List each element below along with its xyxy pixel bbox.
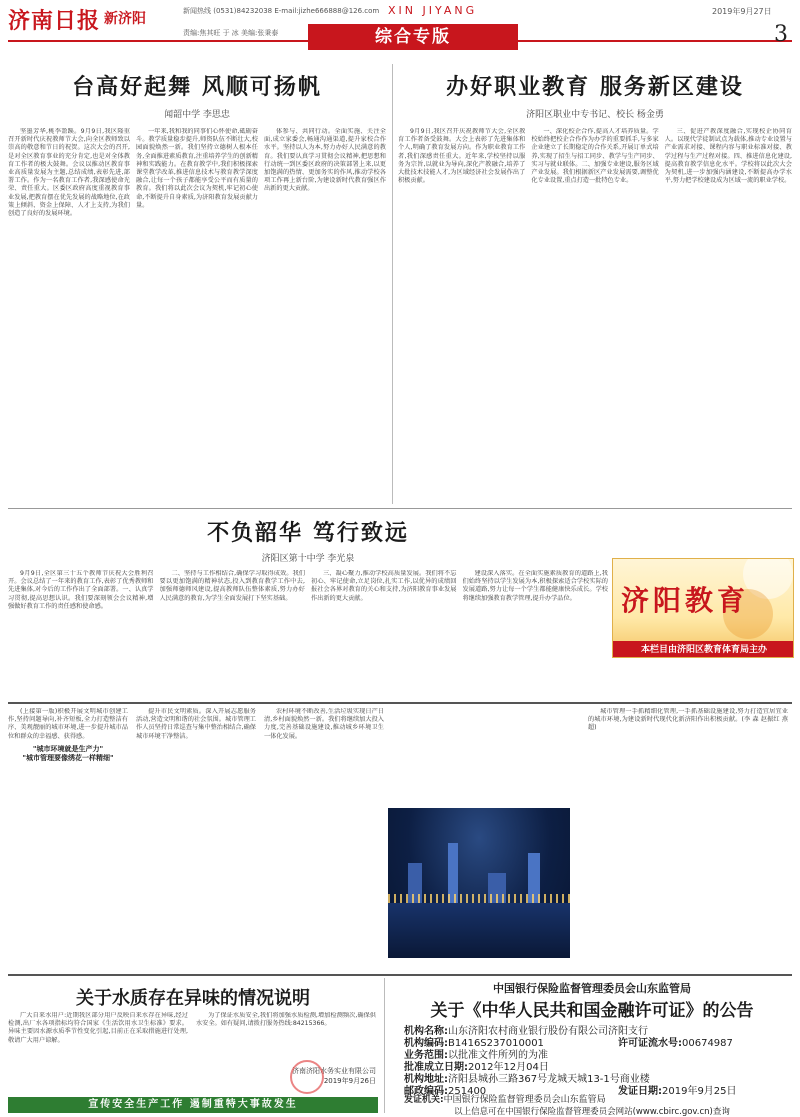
article-3-col-3: 三、凝心聚力,推动学校高质量发展。我们将不忘初心、牢记使命,立足岗位,扎实工作,以优异的成绩回报社会各界对教育的关心和支持,为济阳教育事业发展作出新的更大贡献。 <box>311 570 457 602</box>
license-notice-title: 关于《中华人民共和国金融许可证》的公告 <box>430 1001 754 1021</box>
water-notice-title: 关于水质存在异味的情况说明 <box>76 988 310 1009</box>
education-column-banner <box>612 558 794 658</box>
water-notice-col-1: 广大自来水用户:近期我区部分用户反映自来水存在异味,经过检测,出厂水各项指标均符合国家《生活饮用水卫生标准》要求。异味主要因水源水质季节性变化引起,目前正在采取措施进行处理,敬请广大用户谅解。 <box>8 1012 188 1044</box>
article-2-byline: 济阳区职业中专书记、校长 杨金勇 <box>526 110 664 120</box>
regulator-name: 中国银行保险监督管理委员会山东监管局 <box>493 982 691 995</box>
page-number: 3 <box>774 22 788 47</box>
water-notice-signature <box>196 1066 376 1086</box>
article-1-byline: 闻韶中学 李思忠 <box>164 110 230 120</box>
notice-row: 邮政编码:251400 <box>404 1086 487 1097</box>
publication-date: 2019年9月27日 <box>712 7 772 16</box>
article-3-col-4: 建设深入落实。在全面实施素质教育的道路上,我们始终坚持以学生发展为本,积极探索适合学校实际的发展道路,努力让每一个学生都能健康快乐成长。学校将继续加强教育教学管理,提升办学品位。 <box>462 570 608 602</box>
notice-row: 发证日期:2019年9月25日 <box>618 1086 737 1097</box>
photo-river <box>388 903 570 958</box>
water-notice-org: 济南济阳水务实业有限公司 <box>292 1067 376 1075</box>
water-notice-date: 2019年9月26日 <box>323 1077 376 1085</box>
newspaper-logo: 济南日报 <box>8 8 101 34</box>
article-3-title: 不负韶华 笃行致远 <box>207 520 409 546</box>
water-notice-col-2: 为了保证水质安全,我们将加强水质检测,增加检测频次,确保供水安全。如有疑问,请拨打服务热线:84215366。 <box>196 1012 376 1028</box>
article-3-col-2: 二、坚持与工作相结合,确保学习取得成效。我们要以更加饱满的精神状态,投入到教育教学工作中去,加强师德师风建设,提高教师队伍整体素质,努力办好人民满意的教育,为学生全面发展打下坚实基础。 <box>159 570 305 602</box>
edition-pinyin: XIN JIYANG <box>388 4 478 17</box>
section-rule <box>8 508 792 509</box>
column-divider <box>392 64 393 504</box>
safety-slogan: 宣传安全生产工作 遏制重特大事故发生 <box>8 1097 378 1113</box>
banner-sponsor: 本栏目由济阳区教育体育局主办 <box>613 641 794 658</box>
article-3 <box>8 516 608 696</box>
section-title: 综合专版 <box>308 24 518 50</box>
masthead <box>8 4 792 50</box>
article-1-col-2: 一年来,我和我的同事们心怀使命,砥砺奋斗。教学质量稳步提升,师资队伍不断壮大,校园面貌焕然一新。我们坚持立德树人根本任务,全面推进素质教育,注重培养学生的创新精神和实践能力。在教育教学中,我们积极探索课堂教学改革,推进信息技术与教育教学深度融合,让每一个孩子都能享受公平而有质量的教育。我们将以此次会议为契机,牢记初心使命,不断提升自身素质,为济阳教育发展贡献力量。 <box>136 128 258 209</box>
editor-credits: 责编:焦其旺 于 冰 美编:张秉泰 <box>183 29 279 37</box>
article-4-col-2: 提升市民文明素质。深入开展志愿服务活动,营造文明和谐的社会氛围。城市管理工作人员坚持日常巡查与集中整治相结合,确保城市环境干净整洁。 <box>136 708 256 740</box>
article-1-col-1: 坚墨芳华,桃李盈蹊。9月9日,我区隆重召开新时代庆祝教师节大会,向全区教师致以崇高的敬意和节日的祝贺。这次大会的召开,是对全区教育事业的充分肯定,也是对全体教育工作者的极大鼓舞。会议以推动区教育事业高质量发展为主题,总结成绩,表彰先进,部署工作。作为一名教育工作者,我深感使命光荣、责任重大。区委区政府高度重视教育事业发展,把教育摆在优先发展的战略地位,在政策上倾斜、资金上保障、人才上支持,为我们创造了良好的发展环境。 <box>8 128 130 218</box>
notice-row: 发证机关:中国银行保险监督管理委员会山东监管局 <box>404 1095 606 1105</box>
notice-row: 许可证流水号:00674987 <box>618 1038 733 1049</box>
pull-quote-1: "城市环境就是生产力" <box>32 744 104 753</box>
column-divider <box>384 978 385 1113</box>
article-1 <box>8 70 386 520</box>
notice-row: 机构名称:山东济阳农村商业银行股份有限公司济阳支行 <box>404 1026 648 1037</box>
article-1-col-3: 体参与、共同行动。全面实施、关注全面,成立家委会,畅通沟通渠道,提升家校合作水平。坚持以人为本,努力办好人民满意的教育。我们要认真学习贯彻会议精神,把思想和行动统一到区委区政府的决策部署上来,以更加饱满的热情、更加务实的作风,推动学校各项工作再上新台阶,为建设新时代教育强区作出新的更大贡献。 <box>264 128 386 193</box>
notice-row: 机构地址:济阳县城孙三路367号龙城天城13-1号商业楼 <box>404 1074 650 1085</box>
notice-row: 业务范围:以批准文件所列的为准 <box>404 1050 548 1061</box>
contact-line: 新闻热线 (0531)84232038 E-mail:jizhe666888@126.com <box>183 7 380 15</box>
banner-title: 济阳教育 <box>621 584 750 617</box>
article-3-col-1: 9月9日,全区第三十五个教师节庆祝大会胜利召开。会议总结了一年来的教育工作,表彰了优秀教师和先进集体,对今后的工作作出了全面部署。一、认真学习贯彻,提高思想认识。我们要深刻领会会议精神,增强做好教育工作的责任感和使命感。 <box>8 570 154 610</box>
section-rule <box>8 974 792 976</box>
section-rule <box>8 702 792 704</box>
notice-row: 机构编码:B1416S237010001 <box>404 1038 544 1049</box>
article-1-title: 台高好起舞 风顺可扬帆 <box>72 74 322 100</box>
article-3-byline: 济阳区第十中学 李光泉 <box>261 554 355 564</box>
article-2-title: 办好职业教育 服务新区建设 <box>446 74 744 100</box>
company-seal <box>290 1060 324 1094</box>
city-night-photo <box>388 808 570 958</box>
article-2-col-1: 9月9日,我区召开庆祝教师节大会,全区教育工作者备受鼓舞。大会上表彰了先进集体和个人,明确了教育发展方向。作为职业教育工作者,我们深感责任重大。近年来,学校坚持以服务为宗旨,以就业为导向,深化产教融合,培养了大批技术技能人才,为区域经济社会发展作出了积极贡献。 <box>398 128 526 185</box>
pull-quote-2: "城市管理要像绣花一样精细" <box>22 754 114 763</box>
article-2-col-3: 三、促进产教深度融合,实现校企协同育人。以现代学徒制试点为载体,推动专业设置与产业需求对接、课程内容与职业标准对接、教学过程与生产过程对接。四、推进信息化建设,提高教育教学信息化水平。学校将以此次大会为契机,进一步加强内涵建设,不断提高办学水平,努力把学校建设成为区域一流的职业学校。 <box>664 128 792 185</box>
notice-row: 批准成立日期:2012年12月04日 <box>404 1062 549 1073</box>
article-4-col-1: (上接第一版)积极开展文明城市创建工作,坚持问题导向,补齐短板,全力打造整洁有序、美观靓丽的城市环境,进一步提升城市品位和群众的幸福感、获得感。 "城市环境就是生产力" "城市管理要像绣花一样精细" <box>8 708 128 763</box>
article-4-col-4: 城市管理一手抓精细化管理,一手抓基础设施建设,努力打造宜居宜业的城市环境,为建设新时代现代化新济阳作出积极贡献。(李 森 赵振红 燕超) <box>588 708 788 732</box>
article-2-col-2: 一、深化校企合作,提高人才培养质量。学校始终把校企合作作为办学的重要抓手,与多家企业建立了长期稳定的合作关系,开展订单式培养,实现了招生与招工同步、教学与生产同步、实习与就业联体。二、加强专业建设,服务区域产业发展。我们根据新区产业发展需要,调整优化专业设置,重点打造一批特色专业。 <box>531 128 659 185</box>
article-2 <box>398 70 792 520</box>
article-4-col-3: 农村环境不断改善,生活垃圾实现日产日清,乡村面貌焕然一新。我们将继续加大投入力度,完善基础设施建设,推动城乡环境卫生一体化发展。 <box>264 708 384 740</box>
edition-name: 新济阳 <box>104 11 146 27</box>
license-notice-footer: 以上信息可在中国银行保险监督管理委员会网站(www.cbirc.gov.cn)查询 <box>454 1107 730 1117</box>
